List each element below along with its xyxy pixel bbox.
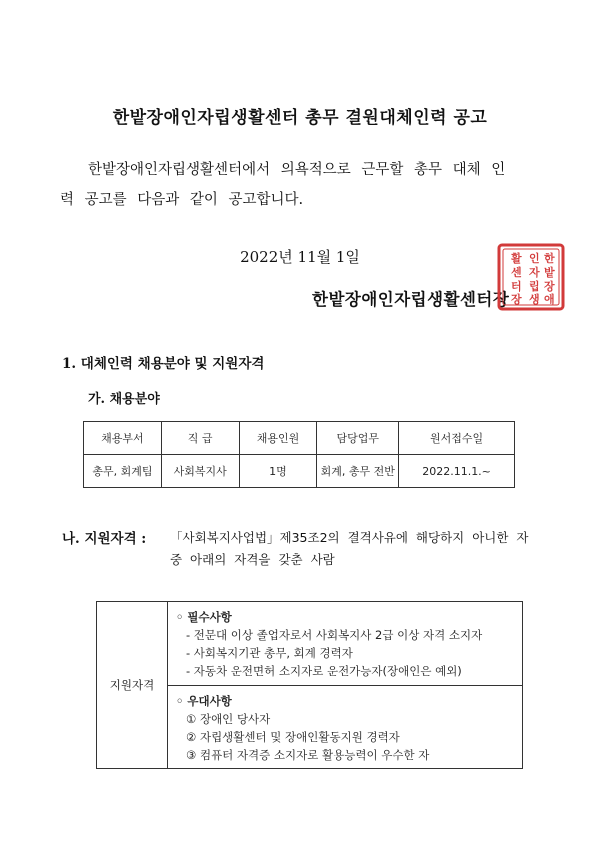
table-header-cell: 채용부서: [84, 422, 162, 455]
list-item: ① 장애인 당사자: [186, 712, 271, 726]
criteria-label: 지원자격: [97, 602, 168, 768]
organization-name: 한밭장애인자립생활센터장: [312, 290, 510, 309]
svg-text:한: 한: [544, 252, 555, 265]
list-item: - 자동차 운전면허 소지자로 운전가능자(장애인은 예외): [186, 664, 462, 678]
table-row: [84, 455, 515, 488]
svg-text:인: 인: [529, 252, 540, 265]
svg-text:애: 애: [544, 293, 555, 306]
qualification-text: [170, 527, 540, 571]
qualification-line-1: 「사회복지사업법」제35조2의 결격사유에 해당하지 아니한 자: [170, 530, 529, 545]
required-heading: ◦ 필수사항: [176, 610, 232, 624]
list-item: ③ 컴퓨터 자격증 소지자로 활용능력이 우수한 자: [186, 748, 430, 762]
list-item: - 사회복지기관 총무, 회계 경력자: [186, 646, 353, 660]
table-header-cell: 채용인원: [239, 422, 317, 455]
svg-text:자: 자: [529, 266, 540, 279]
official-seal-icon: [497, 243, 565, 311]
list-item: ② 자립생활센터 및 장애인활동지원 경력자: [186, 730, 400, 744]
svg-text:립: 립: [529, 280, 540, 293]
recruitment-table: [83, 421, 515, 488]
svg-text:장: 장: [544, 280, 555, 293]
table-header-row: [84, 422, 515, 455]
svg-text:생: 생: [529, 293, 540, 306]
required-section: [176, 608, 482, 680]
table-cell: 총무, 회계팀: [84, 455, 162, 488]
svg-text:센: 센: [511, 266, 522, 279]
preferred-section: [176, 692, 429, 764]
table-cell: 회계, 총무 전반: [317, 455, 399, 488]
criteria-divider: [168, 685, 522, 686]
qualification-label: 나. 지원자격 :: [62, 531, 147, 547]
table-header-cell: 담당업무: [317, 422, 399, 455]
section-1a-heading: 가. 채용분야: [88, 392, 160, 407]
section-1-heading: 1. 대체인력 채용분야 및 지원자격: [62, 356, 265, 372]
table-header-cell: 직 급: [161, 422, 239, 455]
announcement-date: 2022년 11월 1일: [240, 248, 360, 266]
table-cell: 2022.11.1.~: [399, 455, 515, 488]
svg-text:활: 활: [511, 252, 522, 265]
svg-text:밭: 밭: [544, 266, 555, 279]
criteria-box: [96, 601, 523, 769]
table-header-cell: 원서접수일: [399, 422, 515, 455]
table-cell: 1명: [239, 455, 317, 488]
qualification-line-2: 중 아래의 자격을 갖춘 사람: [170, 552, 335, 567]
intro-line-2: 력 공고를 다음과 같이 공고합니다.: [60, 192, 304, 208]
svg-text:터: 터: [511, 280, 522, 293]
table-cell: 사회복지사: [161, 455, 239, 488]
intro-line-1: 한밭장애인자립생활센터에서 의욕적으로 근무할 총무 대체 인: [88, 162, 506, 178]
preferred-heading: ◦ 우대사항: [176, 694, 232, 708]
svg-text:장: 장: [511, 293, 522, 306]
list-item: - 전문대 이상 졸업자로서 사회복지사 2급 이상 자격 소지자: [186, 628, 483, 642]
page-title: 한밭장애인자립생활센터 총무 결원대체인력 공고: [112, 108, 488, 128]
